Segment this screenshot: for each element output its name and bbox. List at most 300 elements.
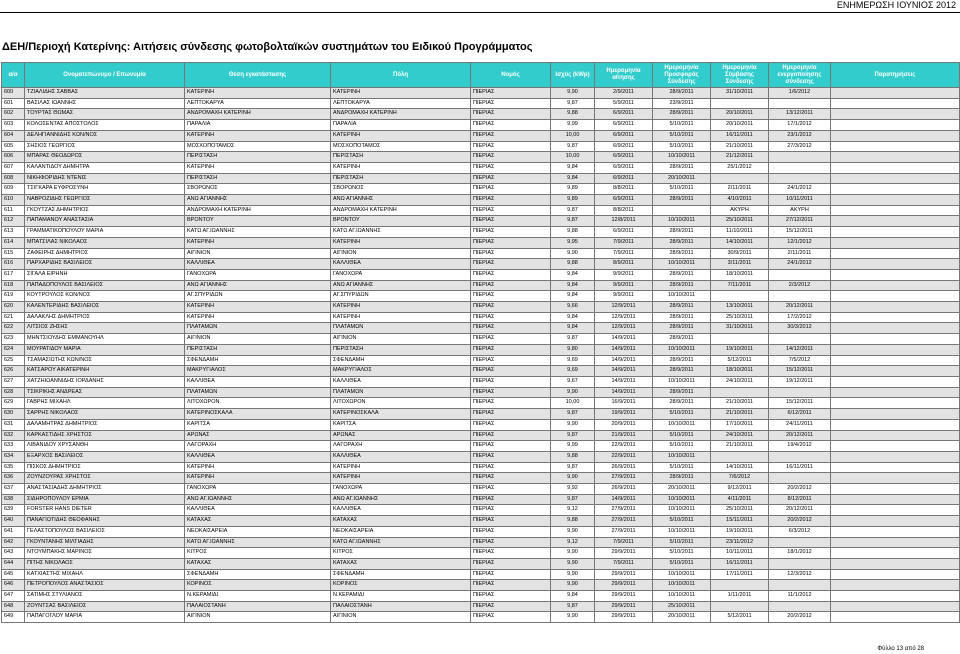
cell-contract-date: 16/11/2011 [711,130,769,141]
cell-activation-date: 18/1/2012 [769,548,831,559]
cell-aa: 628 [2,387,25,398]
cell-city: ΚΑΤΩ ΑΓ.ΙΩΑΝΝΗΣ [331,227,471,238]
cell-activation-date: 2/11/2011 [769,248,831,259]
cell-site: ΣΦΕΝΔΑΜΗ [185,355,331,366]
cell-offer-date: 28/9/2011 [653,227,711,238]
cell-power: 9,88 [551,451,595,462]
cell-name: ΖΟΥΝΖΟΥΡΑΣ ΧΡΗΣΤΟΣ [25,473,185,484]
cell-application-date: 8/8/2011 [595,205,653,216]
cell-name: ΝΤΟΥΜΠΑΚΗΣ ΜΑΡΙΝΟΣ [25,548,185,559]
cell-site: ΠΕΡΙΣΤΑΣΗ [185,152,331,163]
cell-city: ΚΑΡΙΤΣΑ [331,419,471,430]
cell-power: 9,84 [551,173,595,184]
cell-contract-date: 7/11/2011 [711,280,769,291]
cell-contract-date: 18/10/2011 [711,269,769,280]
cell-activation-date [769,601,831,612]
cell-prefecture: ΠΙΕΡΙΑΣ [471,344,551,355]
cell-contract-date: 17/11/2011 [711,569,769,580]
cell-city: ΠΛΑΤΑΜΩΝ [331,323,471,334]
cell-notes [831,302,960,313]
cell-application-date: 6/9/2011 [595,195,653,206]
cell-prefecture: ΠΙΕΡΙΑΣ [471,334,551,345]
cell-offer-date: 28/9/2011 [653,195,711,206]
cell-contract-date: 14/10/2011 [711,237,769,248]
cell-activation-date: 20/12/2011 [769,505,831,516]
cell-notes [831,494,960,505]
cell-activation-date: 10/11/2011 [769,195,831,206]
table-row [2,558,960,569]
cell-activation-date [769,98,831,109]
cell-prefecture: ΠΙΕΡΙΑΣ [471,376,551,387]
cell-name: ΛΙΒΑΝΙΔΟΥ ΧΡΥΣΑΝΘΗ [25,441,185,452]
cell-site: ΚΑΤΕΡΙΝΗ [185,312,331,323]
cell-name: ΤΣΙΚΡΙΚΗΣ ΑΝΔΡΕΑΣ [25,387,185,398]
cell-aa: 605 [2,141,25,152]
cell-city: ΑΝΩ ΑΓΙΑΝΝΗΣ [331,280,471,291]
cell-site: ΑΓ.ΣΠΥΡΙΔΩΝ [185,291,331,302]
cell-offer-date: 10/10/2011 [653,344,711,355]
table-row [2,130,960,141]
cell-site: ΠΛΑΤΑΜΩΝ [185,323,331,334]
cell-power: 9,84 [551,162,595,173]
cell-city: ΑΓ.ΣΠΥΡΙΔΩΝ [331,291,471,302]
cell-name: FORSTER HANS DIETER [25,505,185,516]
col-header-offer-date: Ημερομηνία Προσφοράς Σύνδεσης [653,63,711,88]
cell-power: 9,92 [551,484,595,495]
cell-power: 9,87 [551,409,595,420]
cell-offer-date: 10/10/2011 [653,451,711,462]
cell-power: 9,90 [551,580,595,591]
cell-city: ΚΑΤΕΡΙΝΗ [331,302,471,313]
cell-city: ΑΝΔΡΟΜΑΧΗ ΚΑΤΕΡΙΝΗ [331,109,471,120]
cell-aa: 635 [2,462,25,473]
cell-site: ΚΟΡΙΝΟΣ [185,580,331,591]
cell-power: 9,89 [551,195,595,206]
cell-site: Ν.ΚΕΡΑΜΙΔΙ [185,591,331,602]
cell-name: ΠΑΠΑΜΑΝΟΥ ΑΝΑΣΤΑΣΙΑ [25,216,185,227]
table-row [2,484,960,495]
cell-name: ΠΑΠΑΔΟΠΟΥΛΟΣ ΒΑΣΙΛΕΙΟΣ [25,280,185,291]
table-row [2,248,960,259]
cell-offer-date: 10/10/2011 [653,505,711,516]
cell-offer-date: 10/10/2011 [653,580,711,591]
table-row [2,162,960,173]
applications-table [1,62,960,623]
cell-application-date: 27/9/2011 [595,473,653,484]
cell-aa: 622 [2,323,25,334]
cell-name: ΜΠΑΡΑΣ ΘΕΟΔΩΡΟΣ [25,152,185,163]
table-row [2,88,960,99]
cell-offer-date: 23/9/2011 [653,98,711,109]
cell-aa: 627 [2,376,25,387]
cell-city: ΚΑΤΕΡΙΝΗ [331,462,471,473]
cell-prefecture: ΠΙΕΡΙΑΣ [471,237,551,248]
cell-power: 9,84 [551,269,595,280]
cell-site: ΚΑΤΩ ΑΓ.ΙΩΑΝΝΗΣ [185,537,331,548]
cell-activation-date: 16/11/2011 [769,462,831,473]
cell-contract-date: 21/12/2011 [711,152,769,163]
table-row [2,537,960,548]
cell-power: 9,90 [551,526,595,537]
cell-city: ΚΑΤΑΧΑΣ [331,516,471,527]
cell-notes [831,227,960,238]
cell-application-date: 29/9/2011 [595,591,653,602]
cell-aa: 623 [2,334,25,345]
cell-name: ΓΚΟΥΝΤΑΝΗΣ ΜΙΛΤΙΑΔΗΣ [25,537,185,548]
cell-offer-date: 5/10/2011 [653,548,711,559]
cell-notes [831,334,960,345]
cell-notes [831,291,960,302]
cell-prefecture: ΠΙΕΡΙΑΣ [471,473,551,484]
cell-offer-date [653,205,711,216]
cell-prefecture: ΠΙΕΡΙΑΣ [471,441,551,452]
cell-site: ΚΑΛΛΙΘΕΑ [185,376,331,387]
cell-aa: 625 [2,355,25,366]
cell-application-date: 26/9/2011 [595,484,653,495]
cell-prefecture: ΠΙΕΡΙΑΣ [471,355,551,366]
cell-offer-date: 20/10/2011 [653,612,711,623]
table-row [2,473,960,484]
cell-activation-date: 20/12/2011 [769,430,831,441]
cell-city: ΠΑΡΑΛΙΑ [331,120,471,131]
cell-name: ΤΟΥΡΤΑΣ ΘΩΜΑΣ [25,109,185,120]
cell-aa: 646 [2,580,25,591]
cell-application-date: 6/9/2011 [595,162,653,173]
cell-prefecture: ΠΙΕΡΙΑΣ [471,162,551,173]
cell-prefecture: ΠΙΕΡΙΑΣ [471,526,551,537]
cell-activation-date [769,269,831,280]
cell-contract-date: 5/12/2011 [711,612,769,623]
cell-site: ΣΒΟΡΩΝΟΣ [185,184,331,195]
table-row [2,580,960,591]
cell-notes [831,237,960,248]
cell-notes [831,141,960,152]
table-row [2,227,960,238]
cell-notes [831,355,960,366]
cell-power: 9,66 [551,302,595,313]
cell-site: ΑΝΔΡΟΜΑΧΗ ΚΑΤΕΡΙΝΗ [185,109,331,120]
cell-aa: 633 [2,441,25,452]
cell-power: 9,95 [551,237,595,248]
cell-prefecture: ΠΙΕΡΙΑΣ [471,548,551,559]
cell-contract-date: 11/10/2011 [711,227,769,238]
cell-activation-date [769,291,831,302]
cell-name: ΔΑΛΑΚΛΗΣ ΔΗΜΗΤΡΙΟΣ [25,312,185,323]
cell-offer-date: 28/9/2011 [653,334,711,345]
cell-notes [831,484,960,495]
cell-notes [831,526,960,537]
cell-power: 9,69 [551,355,595,366]
cell-contract-date: 16/11/2011 [711,558,769,569]
table-row [2,462,960,473]
cell-aa: 631 [2,419,25,430]
table-row [2,430,960,441]
cell-contract-date [711,580,769,591]
cell-application-date: 8/9/2011 [595,259,653,270]
cell-application-date: 6/9/2011 [595,173,653,184]
cell-name: ΚΑΤΧΙΑΣΤΗΣ ΜΙΧΑΗΛ [25,569,185,580]
cell-activation-date [769,580,831,591]
cell-offer-date: 25/10/2011 [653,601,711,612]
cell-aa: 617 [2,269,25,280]
cell-application-date: 27/9/2011 [595,526,653,537]
cell-aa: 642 [2,537,25,548]
col-header-application-date: Ημερομηνία αίτησης [595,63,653,88]
cell-name: ΚΟΥΤΡΟΥΛΟΣ ΚΩΝ/ΝΟΣ [25,291,185,302]
cell-contract-date: 20/10/2011 [711,109,769,120]
cell-name: ΑΝΑΣΤΑΣΙΑΔΗΣ ΔΗΜΗΤΡΙΟΣ [25,484,185,495]
cell-prefecture: ΠΙΕΡΙΑΣ [471,516,551,527]
cell-aa: 613 [2,227,25,238]
cell-aa: 610 [2,195,25,206]
cell-prefecture: ΠΙΕΡΙΑΣ [471,280,551,291]
cell-application-date: 14/9/2011 [595,355,653,366]
cell-name: ΧΑΤΖΗΙΩΑΝΝΙΔΗΣ ΙΟΡΔΑΝΗΣ [25,376,185,387]
cell-site: ΓΑΝΟΧΩΡΑ [185,484,331,495]
table-row [2,280,960,291]
cell-city: ΚΑΤΕΡΙΝΗ [331,312,471,323]
cell-site: ΚΑΤΕΡΙΝΗ [185,130,331,141]
cell-site: ΠΕΡΙΣΤΑΣΗ [185,173,331,184]
cell-application-date: 27/9/2011 [595,505,653,516]
cell-aa: 604 [2,130,25,141]
cell-power: 9,84 [551,591,595,602]
cell-city: ΑΡΩΝΑΣ [331,430,471,441]
cell-notes [831,259,960,270]
cell-application-date: 6/9/2011 [595,120,653,131]
cell-city: ΚΙΤΡΟΣ [331,548,471,559]
cell-offer-date: 10/10/2011 [653,376,711,387]
cell-contract-date: 31/10/2011 [711,323,769,334]
cell-prefecture: ΠΙΕΡΙΑΣ [471,537,551,548]
cell-aa: 614 [2,237,25,248]
cell-offer-date: 5/10/2011 [653,130,711,141]
table-row [2,109,960,120]
cell-offer-date: 5/10/2011 [653,430,711,441]
cell-power: 9,87 [551,205,595,216]
cell-notes [831,505,960,516]
cell-contract-date [711,601,769,612]
cell-offer-date: 20/10/2011 [653,484,711,495]
cell-name: ΣΙΔΗΡΟΠΟΥΛΟΥ ΕΡΜΙΑ [25,494,185,505]
cell-site: ΚΑΛΛΙΘΕΑ [185,451,331,462]
cell-activation-date: 11/1/2012 [769,591,831,602]
cell-activation-date: 17/2/2012 [769,312,831,323]
cell-aa: 645 [2,569,25,580]
table-row [2,120,960,131]
cell-name: ΤΣΙΓΚΑΡΑ ΕΥΦΡΟΣΥΝΗ [25,184,185,195]
cell-power: 9,84 [551,323,595,334]
cell-name: ΓΑΒΡΗΣ ΜΙΧΑΗΛ [25,398,185,409]
cell-site: ΠΑΡΑΛΙΑ [185,120,331,131]
cell-site: ΚΑΤΩ ΑΓ.ΙΩΑΝΝΗΣ [185,227,331,238]
cell-site: ΑΝΩ ΑΓΙΑΝΝΗΣ [185,195,331,206]
cell-city: ΠΕΡΙΣΤΑΣΗ [331,173,471,184]
cell-name: ΖΟΥΝΤΣΑΣ ΒΑΣΙΛΕΙΟΣ [25,601,185,612]
cell-notes [831,473,960,484]
cell-site: ΠΛΑΤΑΜΩΝ [185,387,331,398]
table-row [2,419,960,430]
cell-aa: 644 [2,558,25,569]
cell-activation-date: 20/12/2011 [769,302,831,313]
cell-name: ΚΑΛΕΝΤΕΡΙΔΗΣ ΒΑΣΙΛΕΙΟΣ [25,302,185,313]
cell-prefecture: ΠΙΕΡΙΑΣ [471,430,551,441]
cell-prefecture: ΠΙΕΡΙΑΣ [471,323,551,334]
cell-prefecture: ΠΙΕΡΙΑΣ [471,248,551,259]
cell-name: ΠΑΝΑΓΙΩΤΙΔΗΣ ΘΕΟΦΑΝΗΣ [25,516,185,527]
cell-application-date: 14/9/2011 [595,366,653,377]
cell-offer-date: 28/9/2011 [653,248,711,259]
cell-offer-date: 28/9/2011 [653,323,711,334]
cell-notes [831,558,960,569]
cell-contract-date [711,334,769,345]
cell-site: ΠΕΡΙΣΤΑΣΗ [185,344,331,355]
cell-prefecture: ΠΙΕΡΙΑΣ [471,419,551,430]
table-row [2,516,960,527]
cell-application-date: 6/9/2011 [595,227,653,238]
cell-activation-date: 15/12/2011 [769,227,831,238]
cell-application-date: 12/9/2011 [595,312,653,323]
cell-notes [831,398,960,409]
cell-power: 9,90 [551,387,595,398]
cell-contract-date: 21/10/2011 [711,409,769,420]
cell-notes [831,162,960,173]
cell-activation-date: 15/12/2011 [769,398,831,409]
table-row [2,237,960,248]
cell-offer-date: 28/9/2011 [653,237,711,248]
cell-prefecture: ΠΙΕΡΙΑΣ [471,173,551,184]
cell-city: Ν.ΚΕΡΑΜΙΔΙ [331,591,471,602]
cell-activation-date: 8/12/2011 [769,494,831,505]
table-row [2,398,960,409]
cell-city: ΓΑΝΟΧΩΡΑ [331,269,471,280]
cell-name: ΓΡΑΜΜΑΤΙΚΟΠΟΥΛΟΥ ΜΑΡΙΑ [25,227,185,238]
cell-power: 10,00 [551,398,595,409]
table-row [2,569,960,580]
cell-contract-date: 21/10/2011 [711,441,769,452]
cell-notes [831,548,960,559]
cell-contract-date: 18/10/2011 [711,366,769,377]
cell-prefecture: ΠΙΕΡΙΑΣ [471,259,551,270]
cell-city: ΑΙΓΙΝΙΟΝ [331,248,471,259]
cell-site: ΚΙΤΡΟΣ [185,548,331,559]
cell-name: ΓΚΟΥΤΖΑΣ ΔΗΜΗΤΡΙΟΣ [25,205,185,216]
cell-application-date: 6/9/2011 [595,130,653,141]
cell-application-date: 27/9/2011 [595,516,653,527]
table-row [2,312,960,323]
cell-prefecture: ΠΙΕΡΙΑΣ [471,269,551,280]
cell-application-date: 12/8/2011 [595,216,653,227]
table-row [2,195,960,206]
cell-site: ΚΑΡΙΤΣΑ [185,419,331,430]
cell-offer-date: 28/9/2011 [653,473,711,484]
cell-aa: 637 [2,484,25,495]
cell-prefecture: ΠΙΕΡΙΑΣ [471,152,551,163]
cell-contract-date: 25/10/2011 [711,505,769,516]
cell-city: ΛΑΓΟΡΑΧΗ [331,441,471,452]
cell-offer-date: 28/9/2011 [653,366,711,377]
cell-aa: 616 [2,259,25,270]
cell-city: ΚΑΛΛΙΘΕΑ [331,451,471,462]
cell-site: ΚΑΤΕΡΙΝΗ [185,162,331,173]
cell-city: ΚΑΤΑΧΑΣ [331,558,471,569]
table-row [2,441,960,452]
cell-city: ΜΑΚΡΥΓΙΑΛΟΣ [331,366,471,377]
cell-prefecture: ΠΙΕΡΙΑΣ [471,409,551,420]
cell-application-date: 14/9/2011 [595,344,653,355]
cell-power: 9,80 [551,344,595,355]
cell-application-date: 22/9/2011 [595,451,653,462]
cell-city: ΜΟΣΧΟΠΟΤΑΜΟΣ [331,141,471,152]
cell-power: 9,84 [551,291,595,302]
cell-activation-date: 14/12/2011 [769,344,831,355]
cell-site: ΚΑΤΕΡΙΝΗ [185,88,331,99]
cell-city: ΚΑΤΕΡΙΝΗ [331,162,471,173]
cell-activation-date: 23/1/2012 [769,130,831,141]
cell-power: 9,87 [551,494,595,505]
table-row [2,612,960,623]
col-header-notes: Παρατηρήσεις [831,63,960,88]
cell-notes [831,184,960,195]
cell-aa: 629 [2,398,25,409]
cell-power: 9,99 [551,441,595,452]
cell-prefecture: ΠΙΕΡΙΑΣ [471,130,551,141]
cell-site: ΚΑΛΛΙΘΕΑ [185,505,331,516]
cell-notes [831,430,960,441]
cell-name: ΒΑΣΙΛΑΣ ΙΩΑΝΝΗΣ [25,98,185,109]
cell-contract-date: 24/10/2011 [711,376,769,387]
cell-offer-date: 28/9/2011 [653,398,711,409]
cell-power: 9,90 [551,248,595,259]
cell-name: ΚΟΛΟΣΕΝΤΑΣ ΑΠΟΣΤΟΛΟΣ [25,120,185,131]
cell-application-date: 6/9/2011 [595,152,653,163]
cell-power: 9,87 [551,430,595,441]
cell-prefecture: ΠΙΕΡΙΑΣ [471,505,551,516]
cell-offer-date: 28/9/2011 [653,269,711,280]
cell-name: ΠΕΤΡΟΠΟΥΛΟΣ ΑΝΑΣΤΑΣΙΟΣ [25,580,185,591]
cell-notes [831,216,960,227]
cell-power: 9,69 [551,366,595,377]
cell-contract-date: 24/10/2011 [711,430,769,441]
table-row [2,184,960,195]
cell-power: 9,87 [551,601,595,612]
cell-contract-date: 4/11/2011 [711,494,769,505]
cell-city: ΑΙΓΙΝΙΟΝ [331,334,471,345]
cell-power: 9,90 [551,88,595,99]
cell-aa: 600 [2,88,25,99]
cell-aa: 643 [2,548,25,559]
col-header-contract-date: Ημερομηνία Σύμβασης Σύνδεσης [711,63,769,88]
cell-prefecture: ΠΙΕΡΙΑΣ [471,216,551,227]
cell-activation-date: 12/3/2012 [769,569,831,580]
cell-prefecture: ΠΙΕΡΙΑΣ [471,580,551,591]
update-date: ΕΝΗΜΕΡΩΣΗ ΙΟΥΝΙΟΣ 2012 [836,0,956,10]
cell-notes [831,130,960,141]
cell-aa: 620 [2,302,25,313]
cell-aa: 612 [2,216,25,227]
cell-prefecture: ΠΙΕΡΙΑΣ [471,462,551,473]
cell-application-date: 19/9/2011 [595,409,653,420]
cell-power: 9,87 [551,462,595,473]
cell-city: ΝΕΟΚΑΙΣΑΡΕΙΑ [331,526,471,537]
cell-application-date: 12/9/2011 [595,323,653,334]
cell-notes [831,451,960,462]
cell-power: 9,90 [551,548,595,559]
cell-offer-date: 10/10/2011 [653,216,711,227]
table-row [2,334,960,345]
cell-offer-date: 10/10/2011 [653,591,711,602]
cell-contract-date [711,291,769,302]
